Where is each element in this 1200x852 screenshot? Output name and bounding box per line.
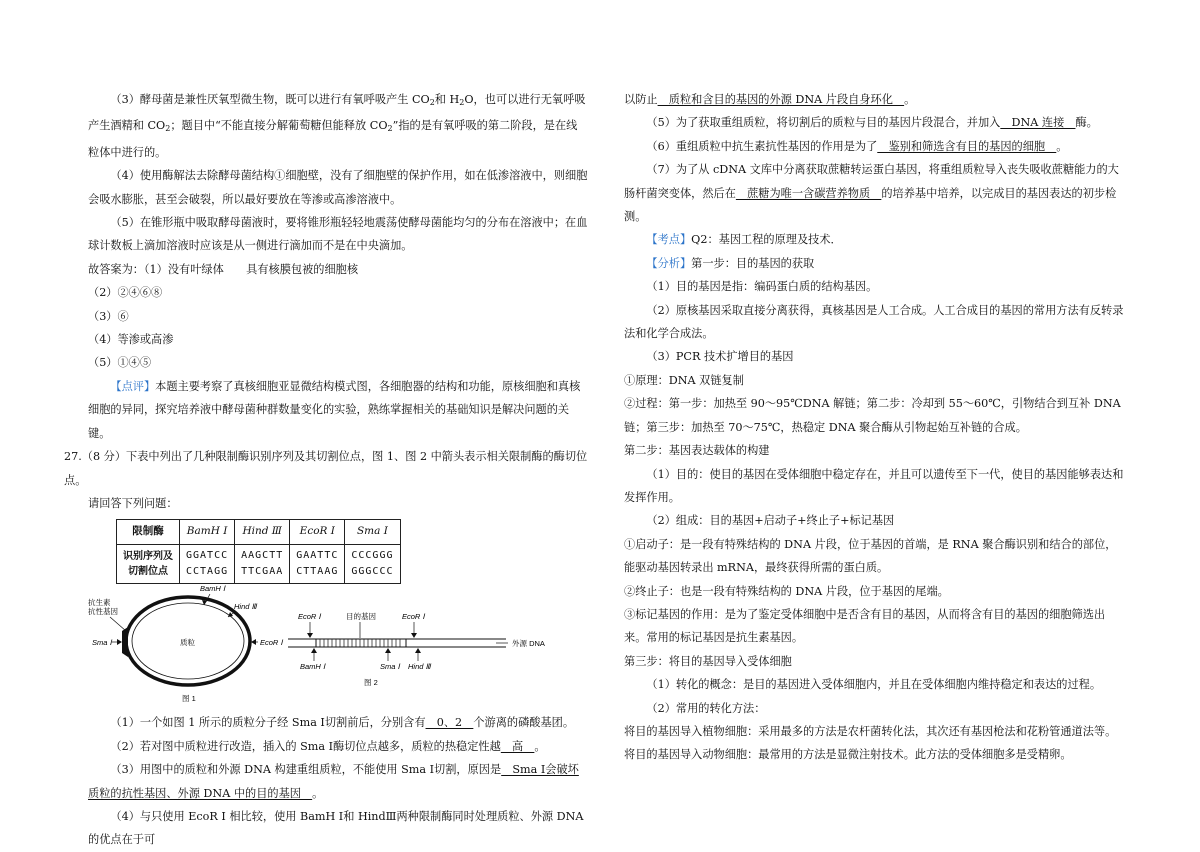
dna-ecor-left-label: EcoR Ⅰ <box>298 612 321 622</box>
table-header-hind: Hind Ⅲ <box>235 520 290 544</box>
answer-q4-cont: 以防止 质粒和含目的基因的外源 DNA 片段自身环化 。 <box>624 93 916 106</box>
analysis-line: （2）组成：目的基因+启动子+终止子+标记基因 <box>646 514 895 528</box>
analysis-line: ①启动子：是一段有特殊结构的 DNA 片段，位于基因的首端，是 RNA 聚合酶识别和结合的部位，能驱动基因转录出 mRNA，最终获得所需的蛋白质。 <box>624 537 1117 575</box>
analysis-line: ③标记基因的作用：是为了鉴定受体细胞中是否含有目的基因，从而将含有目的基因的细胞筛选出来。常用的标记基因是抗生素基因。 <box>624 607 1106 645</box>
figure-2-caption: 图 2 <box>364 678 378 688</box>
answer-q4: （4）与只使用 EcoR I 相比较，使用 BamH Ⅰ和 HindⅢ两种限制酶同时处理质粒、外源 DNA 的优点在于可 <box>88 809 584 847</box>
plasmid-sma-label: Sma Ⅰ <box>92 638 112 648</box>
plasmid-ecor-label: EcoR Ⅰ <box>260 638 283 648</box>
analysis-line: （2）常用的转化方法： <box>646 701 766 715</box>
plasmid-label: 质粒 <box>180 638 195 648</box>
table-header-bamh: BamH Ⅰ <box>180 520 235 544</box>
analysis-line: （1）转化的概念：是目的基因进入受体细胞内，并且在受体细胞内维持稳定和表达的过程。 <box>646 678 1102 692</box>
para-yeast: （3）酵母菌是兼性厌氧型微生物，既可以进行有氧呼吸产生 $CO_2$和 $H_2O$，也可以进行无氧呼吸产生酒精和 $CO_2$；题目中“不能直接分解葡萄糖但能释放 $CO_2$”指的是有氧呼吸的第二阶段，是在线粒体中进行的。 <box>88 93 586 159</box>
figure-block <box>88 519 588 709</box>
table-row-label: 识别序列及 切割位点 <box>117 544 180 583</box>
analysis-line: 将目的基因导入动物细胞：最常用的方法是显微注射技术。此方法的受体细胞多是受精卵。 <box>624 748 1072 762</box>
analysis-line: 第二步：基因表达载体的构建 <box>624 444 770 458</box>
table-header-sma: Sma Ⅰ <box>345 520 400 544</box>
target-gene-region <box>316 639 406 647</box>
answer-q5: （5）为了获取重组质粒，将切割后的质粒与目的基因片段混合，并加入 DNA 连接 酶。 <box>646 116 1098 130</box>
table-seq-ecor: GAATTC CTTAAG <box>290 544 345 583</box>
table-seq-bamh: GGATCC CCTAGG <box>180 544 235 583</box>
dna-hind-label: Hind Ⅲ <box>408 662 431 672</box>
analysis-tag: 【分析】 <box>646 256 692 270</box>
resistance-label-2: 抗性基因 <box>88 607 118 617</box>
answer-line-3: （3）⑥ <box>88 309 129 323</box>
analysis-line: 将目的基因导入植物细胞：采用最多的方法是农杆菌转化法，其次还有基因枪法和花粉管通道法等。 <box>624 724 1117 738</box>
resistance-gene-block <box>122 627 128 657</box>
analysis-head: 【分析】第一步：目的基因的获取 <box>646 256 815 270</box>
question-27: 27.（8 分）下表中列出了几种限制酶识别序列及其切割位点，图 1、图 2 中箭头表示相关限制酶的酶切位点。 <box>64 450 588 487</box>
analysis-line: ②终止子：也是一段有特殊结构的 DNA 片段，位于基因的尾端。 <box>624 584 949 598</box>
plasmid-bamh-label: BamH Ⅰ <box>200 584 226 594</box>
dna-ecor-right-label: EcoR Ⅰ <box>402 612 425 622</box>
analysis-line: （1）目的基因是指：编码蛋白质的结构基因。 <box>646 280 878 294</box>
analysis-line: （3）PCR 技术扩增目的基因 <box>646 350 794 364</box>
plasmid-hind-label: Hind Ⅲ <box>234 602 257 612</box>
answer-line-2: （2）②④⑥⑧ <box>88 286 163 300</box>
table-seq-sma: CCCGGG GGGCCC <box>345 544 400 583</box>
analysis-line: （1）目的：使目的基因在受体细胞中稳定存在，并且可以遗传至下一代，使目的基因能够表达和发挥作用。 <box>624 467 1124 504</box>
left-column <box>64 88 588 852</box>
knowledge-point: 【考点】Q2：基因工程的原理及技术． <box>646 233 842 247</box>
analysis-line: （2）原核基因采取直接分离获得，真核基因是人工合成。人工合成目的基因的常用方法有反转录法和化学合成法。 <box>624 303 1124 341</box>
enzyme-table <box>116 519 401 583</box>
dna-sma-label: Sma Ⅰ <box>380 662 400 672</box>
comment-tag: 【点评】 <box>110 379 156 393</box>
dna-bamh-label: BamH Ⅰ <box>300 662 326 672</box>
knowledge-tag: 【考点】 <box>646 233 692 247</box>
question-27-prompt: 请回答下列问题： <box>88 496 178 510</box>
resistance-label-1: 抗生素 <box>88 598 111 608</box>
comment-para: 【点评】本题主要考察了真核细胞亚显微结构模式图，各细胞器的结构和功能，原核细胞和真核细胞的异同，探究培养液中酵母菌种群数量变化的实验，熟练掌握相关的基础知识是解决问题的关键。 <box>88 379 581 440</box>
answer-line-4: （4）等渗或高渗 <box>88 333 174 347</box>
analysis-line: ②过程：第一步：加热至 90～95℃DNA 解链；第二步：冷却到 55～60℃，引物结合到互补 DNA 链；第三步：加热至 70～75℃，热稳定 DNA 聚合酶从引物起始互补链的合成。 <box>624 397 1121 434</box>
table-header-ecor: EcoR Ⅰ <box>290 520 345 544</box>
para-cellwall: （4）使用酶解法去除酵母菌结构①细胞壁，没有了细胞壁的保护作用，如在低渗溶液中，则细胞会吸水膨胀，甚至会破裂，所以最好要放在等渗或高渗溶液中。 <box>88 169 588 206</box>
para-flask: （5）在锥形瓶中吸取酵母菌液时，要将锥形瓶轻轻地震荡使酵母菌能均匀的分布在溶液中；在血球计数板上滴加溶液时应该是从一侧进行滴加而不是在中央滴加。 <box>88 216 588 253</box>
target-gene-label: 目的基因 <box>346 612 376 622</box>
foreign-dna-label: 外源 DNA <box>512 639 545 649</box>
table-header-enzyme: 限制酶 <box>117 520 180 544</box>
plasmid-diagrams <box>88 584 588 709</box>
answer-line-5: （5）①④⑤ <box>88 356 152 370</box>
answer-q1: （1）一个如图 1 所示的质粒分子经 Sma Ⅰ切割前后，分别含有 0、2 个游离的磷酸基团。 <box>110 716 575 730</box>
answer-q3: （3）用图中的质粒和外源 DNA 构建重组质粒，不能使用 Sma Ⅰ切割，原因是 Sma Ⅰ会破坏质粒的抗性基因、外源 DNA 中的目的基因 。 <box>88 763 579 800</box>
analysis-line: 第三步：将目的基因导入受体细胞 <box>624 654 792 668</box>
analysis-line: ①原理：DNA 双链复制 <box>624 373 744 387</box>
table-seq-hind: AAGCTT TTCGAA <box>235 544 290 583</box>
answer-q6: （6）重组质粒中抗生素抗性基因的作用是为了 鉴别和筛选含有目的基因的细胞 。 <box>646 139 1068 153</box>
answer-q2: （2）若对图中质粒进行改造，插入的 Sma Ⅰ酶切位点越多，质粒的热稳定性越 高 。 <box>110 739 546 753</box>
answer-line-1: 故答案为：（1）没有叶绿体 具有核膜包被的细胞核 <box>88 262 359 276</box>
answer-q7: （7）为了从 cDNA 文库中分离获取蔗糖转运蛋白基因，将重组质粒导入丧失吸收蔗糖能力的大肠杆菌突变体，然后在 蔗糖为唯一含碳营养物质 的培养基中培养，以完成目的基因表达的初步检测。 <box>624 163 1119 224</box>
right-column <box>624 88 1124 767</box>
figure-1-caption: 图 1 <box>182 694 196 704</box>
